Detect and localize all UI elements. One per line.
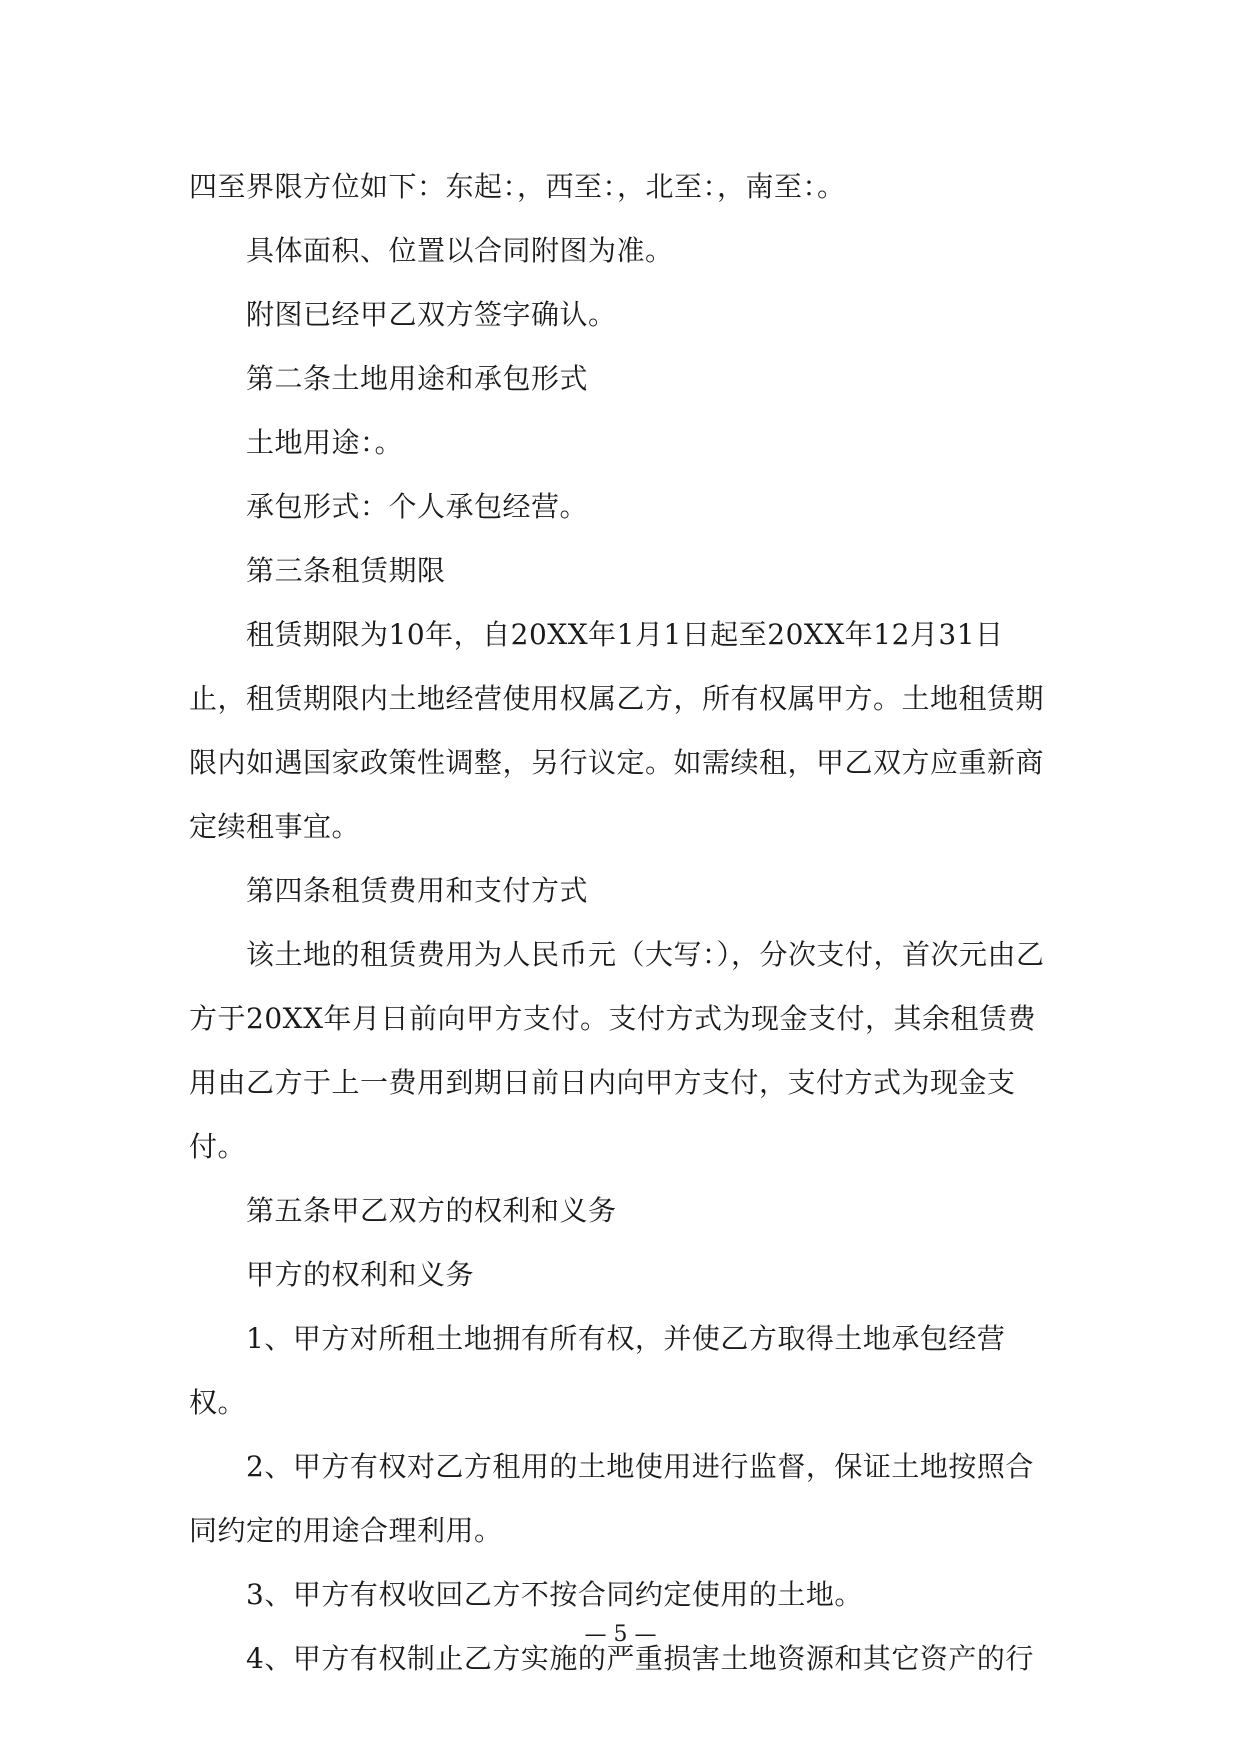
paragraph-map-confirmed: 附图已经甲乙双方签字确认。	[246, 298, 617, 331]
paragraph-contract-form: 承包形式：个人承包经营。	[246, 490, 589, 523]
paragraph-lease-term: 租赁期限为10年，自20XX年1月1日起至20XX年12月31日止，租赁期限内土地经营使用权属乙方，所有权属甲方。土地租赁期限内如遇国家政策性调整，另行议定。如需续租，甲乙双方应重新商定续租事宜。	[189, 618, 1045, 843]
clause-3: 3、甲方有权收回乙方不按合同约定使用的土地。	[246, 1578, 863, 1611]
paragraph-land-use: 土地用途：。	[246, 426, 404, 459]
party-a-rights-heading: 甲方的权利和义务	[246, 1258, 475, 1291]
paragraph-area-location: 具体面积、位置以合同附图为准。	[246, 234, 674, 267]
document-body	[189, 155, 1059, 1691]
paragraph-boundaries: 四至界限方位如下：东起：，西至：，北至：，南至：。	[189, 170, 846, 203]
clause-4: 4、甲方有权制止乙方实施的严重损害土地资源和其它资产的行	[246, 1642, 1034, 1675]
article-3-heading: 第三条租赁期限	[246, 554, 446, 587]
page-number: — 5 —	[584, 1622, 657, 1647]
article-4-heading: 第四条租赁费用和支付方式	[246, 874, 589, 907]
clause-2: 2、甲方有权对乙方租用的土地使用进行监督，保证土地按照合同约定的用途合理利用。	[189, 1450, 1034, 1547]
article-2-heading: 第二条土地用途和承包形式	[246, 362, 589, 395]
article-5-heading: 第五条甲乙双方的权利和义务	[246, 1194, 617, 1227]
clause-1: 1、甲方对所租土地拥有所有权，并使乙方取得土地承包经营权。	[189, 1322, 1006, 1419]
paragraph-lease-fee: 该土地的租赁费用为人民币元（大写：），分次支付，首次元由乙方于20XX年月日前向甲方支付。支付方式为现金支付，其余租赁费用由乙方于上一费用到期日前日内向甲方支付，支付方式为现金支付。	[189, 938, 1045, 1163]
